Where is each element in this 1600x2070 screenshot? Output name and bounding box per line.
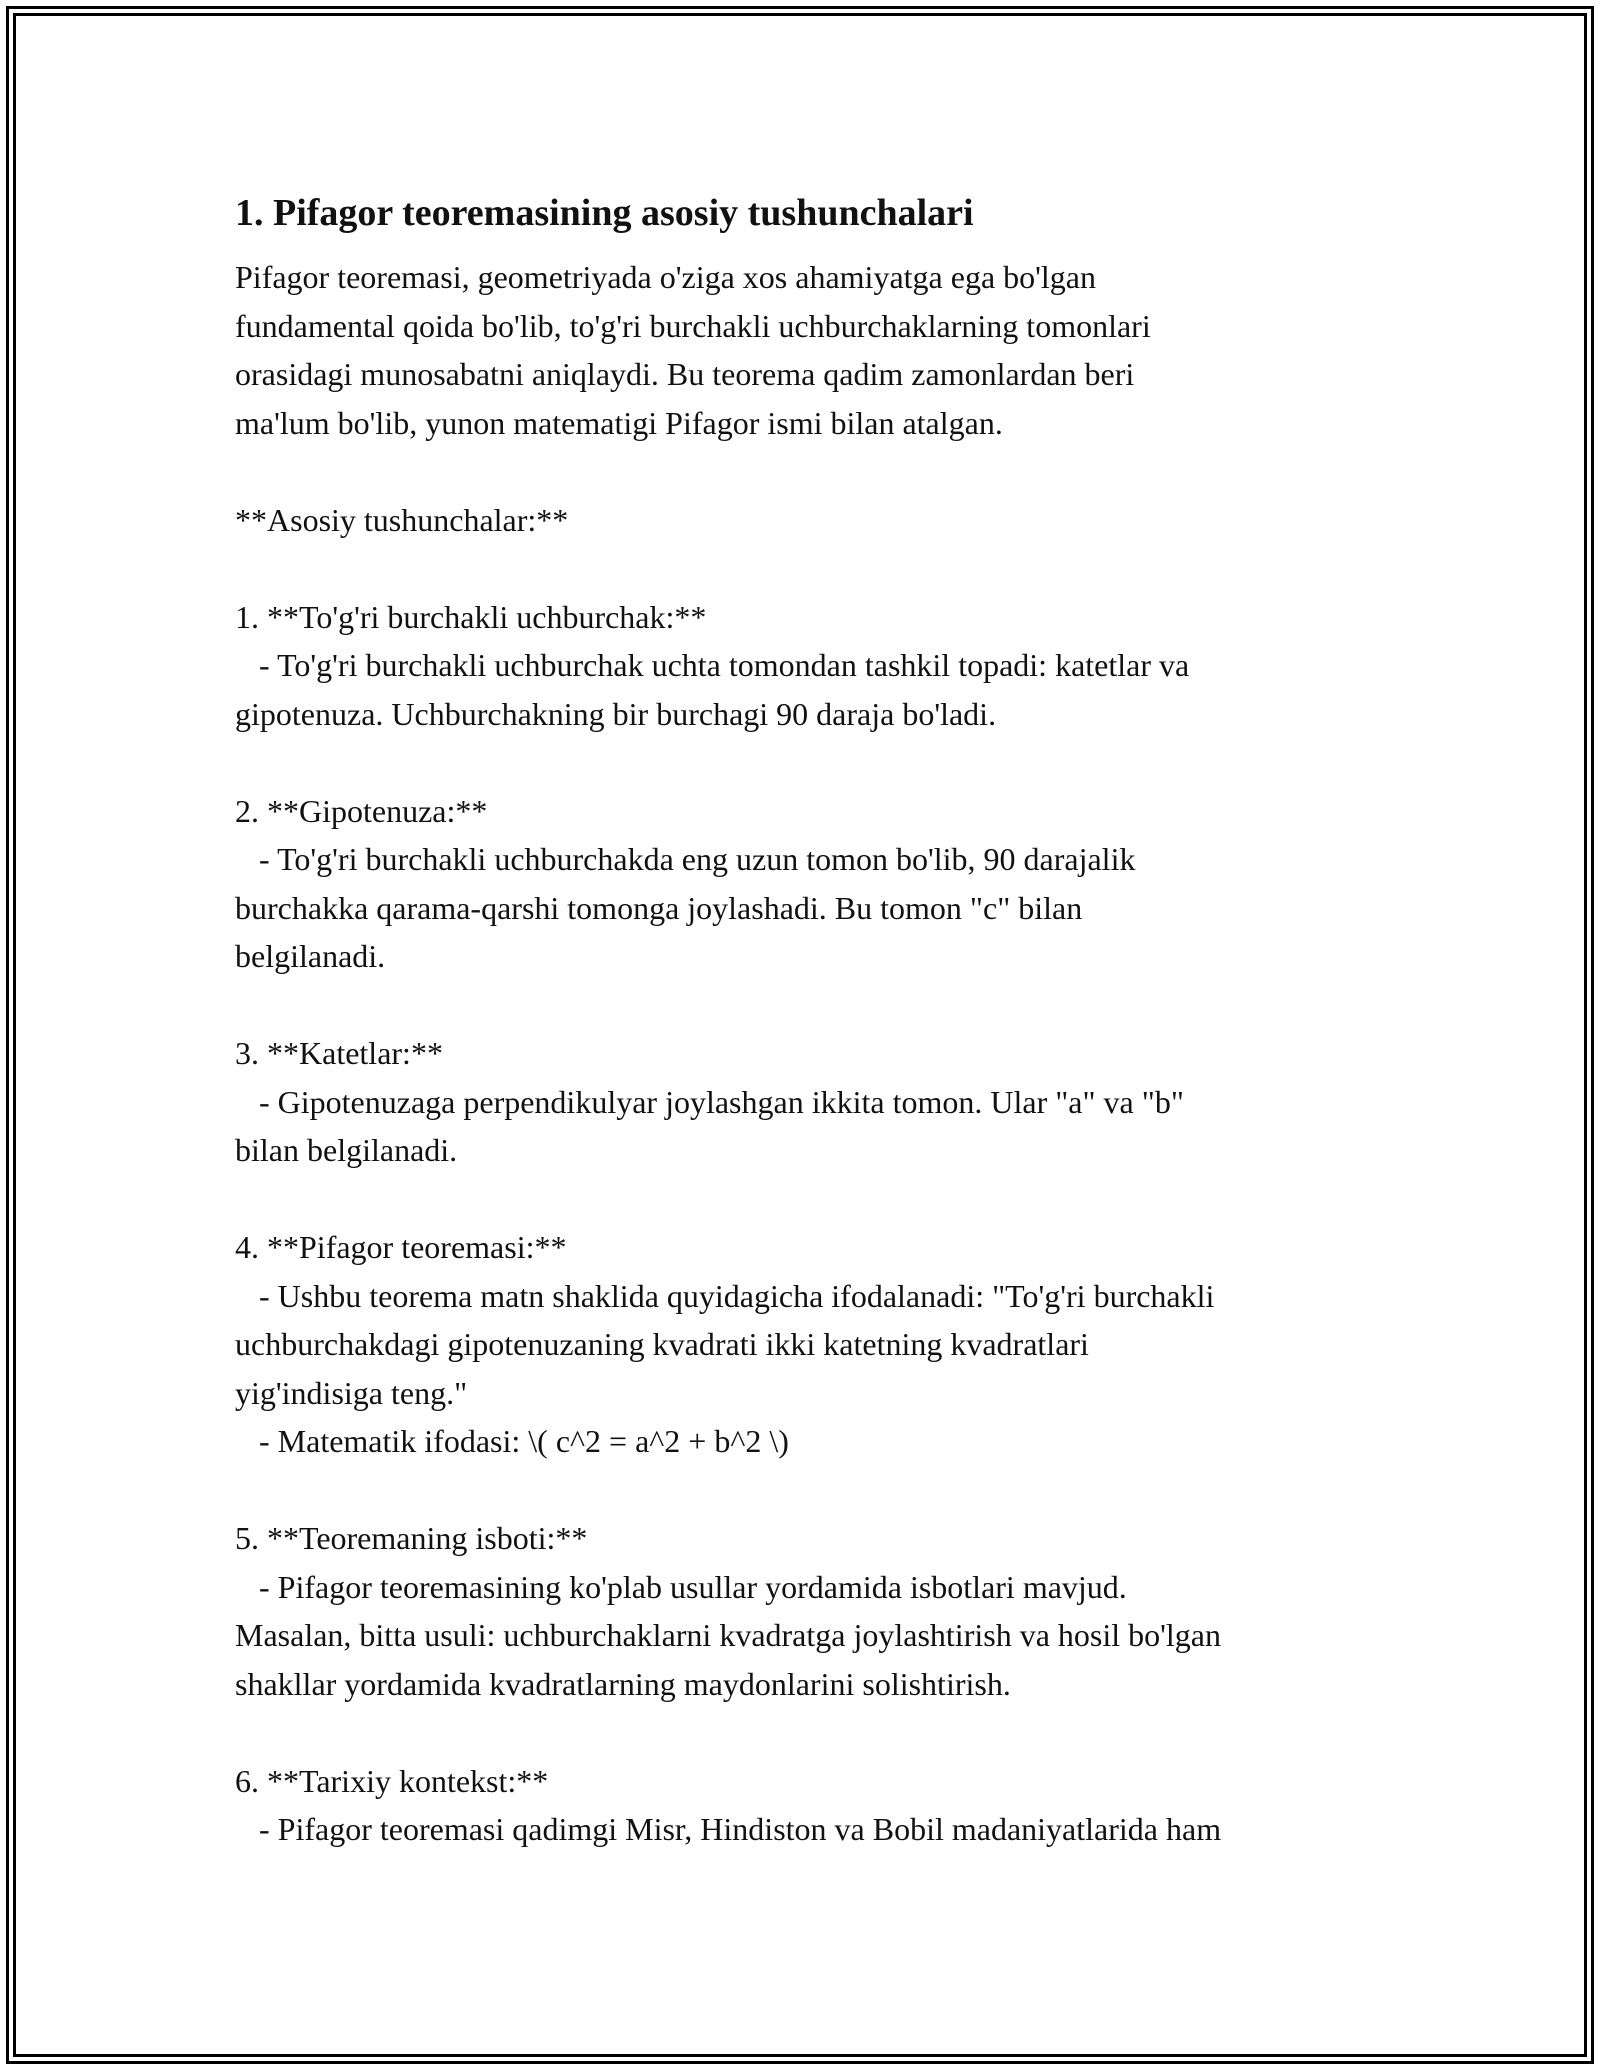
text-line: 6. **Tarixiy kontekst:** (235, 1762, 549, 1799)
text-line: fundamental qoida bo'lib, to'g'ri burchakli uchburchaklarning tomonlari (235, 307, 1151, 344)
text-line: 3. **Katetlar:** (235, 1035, 443, 1071)
blank-line (235, 738, 1385, 787)
text-line: orasidagi munosabatni aniqlaydi. Bu teorema qadim zamonlardan beri (235, 356, 1135, 392)
text-line: - Gipotenuzaga perpendikulyar joylashgan ikkita tomon. Ular "a" va "b" (235, 1083, 1184, 1120)
text-line: **Asosiy tushunchalar:** (235, 501, 569, 538)
text-line: - Pifagor teoremasining ko'plab usullar yordamida isbotlari mavjud. (235, 1568, 1127, 1605)
text-line: uchburchakdagi gipotenuzaning kvadrati ikki katetning kvadratlari (235, 1326, 1089, 1362)
blank-line (235, 981, 1385, 1030)
text-line: 4. **Pifagor teoremasi:** (235, 1229, 567, 1265)
text-line: - Ushbu teorema matn shaklida quyidagicha ifodalanadi: "To'g'ri burchakli (235, 1277, 1215, 1314)
document-text (235, 253, 1385, 1854)
text-line: Masalan, bitta usuli: uchburchaklarni kvadratga joylashtirish va hosil bo'lgan (235, 1617, 1221, 1653)
section-heading: 1. Pifagor teoremasining asosiy tushunchalari (235, 192, 974, 234)
blank-line (235, 544, 1385, 593)
text-line: burchakka qarama-qarshi tomonga joylashadi. Bu tomon "c" bilan (235, 889, 1083, 926)
document-body (235, 185, 1385, 1854)
blank-line (235, 447, 1385, 496)
text-line: - Matematik ifodasi: \( c^2 = a^2 + b^2 \) (235, 1423, 789, 1459)
blank-line (235, 1466, 1385, 1515)
text-line: - Pifagor teoremasi qadimgi Misr, Hindiston va Bobil madaniyatlarida ham (235, 1811, 1222, 1847)
text-line: - To'g'ri burchakli uchburchakda eng uzun tomon bo'lib, 90 darajalik (235, 841, 1136, 877)
text-line: shakllar yordamida kvadratlarning maydonlarini solishtirish. (235, 1665, 1011, 1702)
text-line: - To'g'ri burchakli uchburchak uchta tomondan tashkil topadi: katetlar va (235, 647, 1190, 683)
text-line: belgilanadi. (235, 938, 386, 974)
text-line: ma'lum bo'lib, yunon matematigi Pifagor ismi bilan atalgan. (235, 404, 1003, 441)
text-line: 1. **To'g'ri burchakli uchburchak:** (235, 598, 707, 635)
text-line: 2. **Gipotenuza:** (235, 792, 488, 829)
text-line: yig'indisiga teng." (235, 1374, 468, 1411)
text-line: 5. **Teoremaning isboti:** (235, 1520, 588, 1556)
text-line: gipotenuza. Uchburchakning bir burchagi 90 daraja bo'ladi. (235, 695, 997, 732)
blank-line (235, 1708, 1385, 1757)
blank-line (235, 1175, 1385, 1224)
text-line: Pifagor teoremasi, geometriyada o'ziga xos ahamiyatga ega bo'lgan (235, 259, 1096, 295)
text-line: bilan belgilanadi. (235, 1132, 458, 1168)
